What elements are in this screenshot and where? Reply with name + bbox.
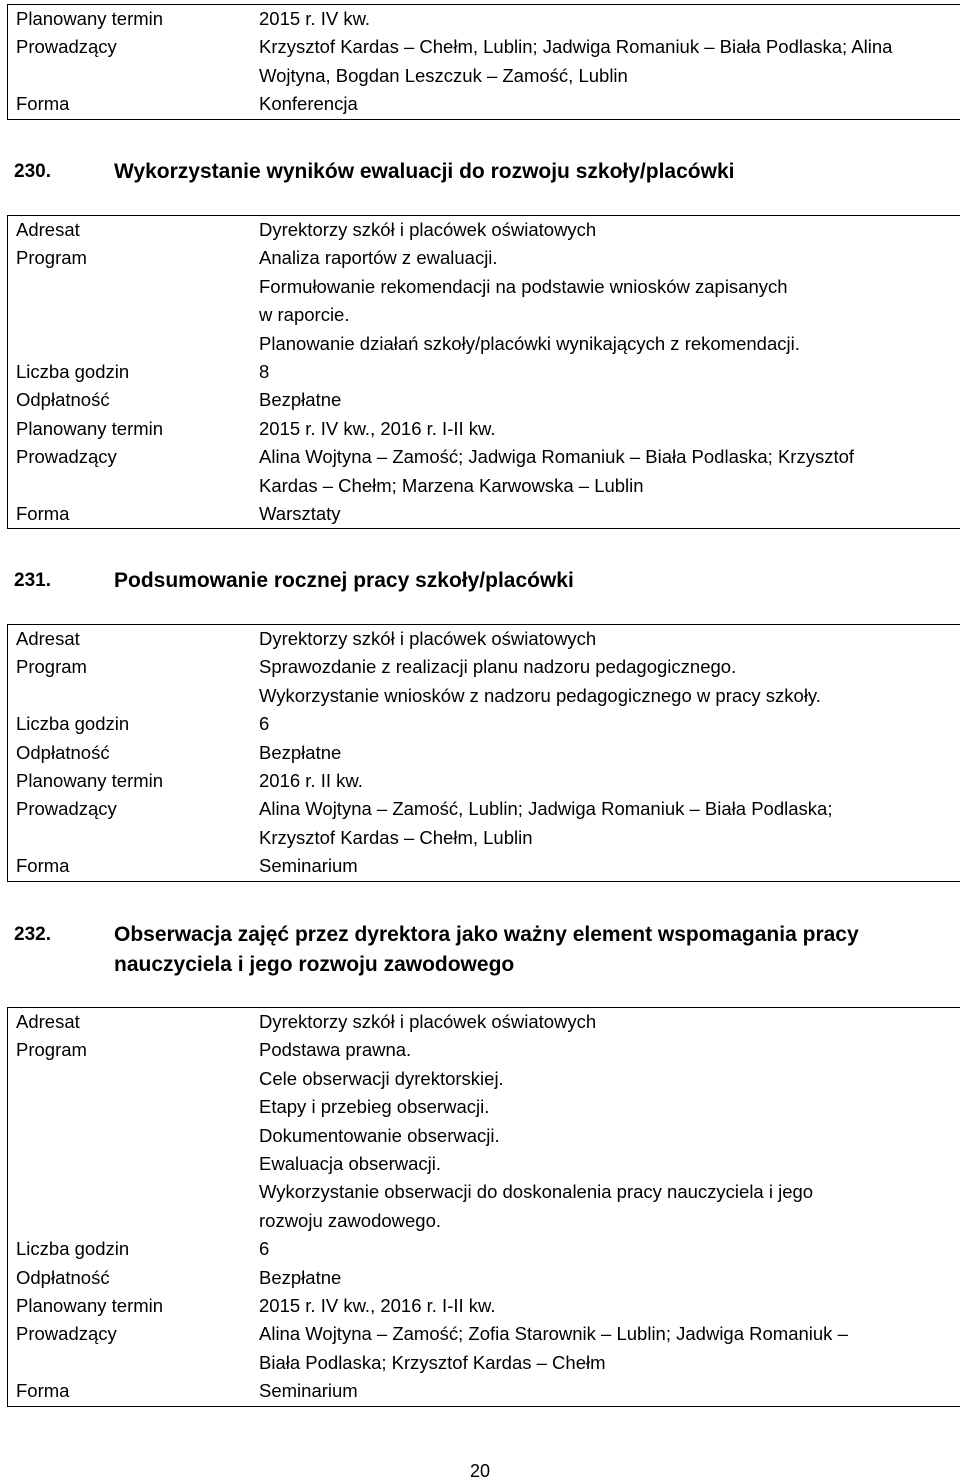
row-value [252, 1036, 960, 1235]
row-label: Liczba godzin [16, 361, 130, 383]
info-table-230 [7, 215, 960, 529]
row-label: Program [16, 656, 87, 678]
row-label: Liczba godzin [16, 1238, 130, 1260]
value-line: rozwoju zawodowego. [259, 1209, 442, 1231]
row-planowany-termin [8, 415, 960, 443]
row-adresat [8, 625, 960, 653]
row-planowany-termin [8, 1292, 960, 1320]
value-line: Sprawozdanie z realizacji planu nadzoru pedagogicznego. [259, 656, 737, 678]
row-label: Prowadzący [16, 798, 117, 820]
row-value [252, 415, 960, 443]
value-line: 2015 r. IV kw., 2016 r. I-II kw. [259, 417, 496, 439]
value-line: Bezpłatne [259, 389, 342, 411]
row-planowany-termin [8, 767, 960, 795]
row-label: Forma [16, 503, 70, 525]
section-title [114, 157, 934, 187]
row-forma [8, 500, 960, 528]
title-line: Wykorzystanie wyników ewaluacji do rozwoju szkoły/placówki [114, 160, 735, 183]
row-liczba-godzin [8, 710, 960, 738]
value-line: 8 [259, 361, 270, 383]
section-number: 232. [14, 924, 51, 945]
value-line: Dyrektorzy szkół i placówek oświatowych [259, 219, 597, 240]
value-line: Wojtyna, Bogdan Leszczuk – Zamość, Lublin [259, 64, 628, 86]
value-line: Etapy i przebieg obserwacji. [259, 1096, 490, 1118]
value-line: Formułowanie rekomendacji na podstawie wniosków zapisanych [259, 275, 788, 297]
row-label: Odpłatność [16, 741, 110, 763]
value-line: Ewaluacja obserwacji. [259, 1153, 442, 1175]
row-value [252, 386, 960, 414]
value-line: Bezpłatne [259, 741, 342, 763]
row-value [252, 710, 960, 738]
value-line: Krzysztof Kardas – Chełm, Lublin [259, 826, 533, 848]
row-label: Planowany termin [16, 417, 164, 439]
value-line: Alina Wojtyna – Zamość; Zofia Starownik – Lublin; Jadwiga Romaniuk – [259, 1323, 848, 1345]
row-value [252, 1320, 960, 1377]
info-table-continued [7, 4, 960, 120]
section-number: 230. [14, 161, 51, 182]
row-value [252, 358, 960, 386]
value-line: Wykorzystanie obserwacji do doskonalenia pracy nauczyciela i jego [259, 1181, 814, 1203]
value-line: 6 [259, 1238, 270, 1260]
row-label: Adresat [16, 628, 80, 649]
value-line: Biała Podlaska; Krzysztof Kardas – Chełm [259, 1351, 606, 1373]
section-title [114, 566, 934, 596]
section-number: 231. [14, 570, 51, 591]
value-line: 2015 r. IV kw. [259, 8, 371, 29]
row-value [252, 90, 960, 118]
value-line: Alina Wojtyna – Zamość, Lublin; Jadwiga Romaniuk – Biała Podlaska; [259, 798, 833, 820]
value-line: 2016 r. II kw. [259, 770, 363, 792]
row-label: Liczba godzin [16, 713, 130, 735]
row-program [8, 244, 960, 358]
row-odplatnosc [8, 739, 960, 767]
row-liczba-godzin [8, 1235, 960, 1263]
row-liczba-godzin [8, 358, 960, 386]
section-heading [14, 920, 934, 980]
row-prowadzacy [8, 795, 960, 852]
row-value [252, 216, 960, 244]
row-adresat [8, 216, 960, 244]
value-line: Konferencja [259, 93, 358, 115]
value-line: Seminarium [259, 855, 358, 877]
value-line: 2015 r. IV kw., 2016 r. I-II kw. [259, 1295, 496, 1317]
row-label: Odpłatność [16, 389, 110, 411]
row-value [252, 1377, 960, 1405]
row-label: Prowadzący [16, 1323, 117, 1345]
value-line: Analiza raportów z ewaluacji. [259, 247, 498, 269]
section-title [114, 920, 934, 980]
value-line: Kardas – Chełm; Marzena Karwowska – Lublin [259, 474, 644, 496]
row-program [8, 1036, 960, 1235]
title-line: Podsumowanie rocznej pracy szkoły/placówki [114, 569, 574, 592]
section-heading [14, 157, 934, 187]
row-prowadzacy [8, 33, 960, 90]
value-line: Krzysztof Kardas – Chełm, Lublin; Jadwiga Romaniuk – Biała Podlaska; Alina [259, 36, 893, 58]
value-line: Warsztaty [259, 503, 341, 525]
row-value [252, 244, 960, 358]
section-heading [14, 566, 934, 596]
title-line: nauczyciela i jego rozwoju zawodowego [114, 953, 515, 976]
value-line: Dyrektorzy szkół i placówek oświatowych [259, 1011, 597, 1032]
row-value [252, 1008, 960, 1036]
row-program [8, 653, 960, 710]
row-label: Planowany termin [16, 1295, 164, 1317]
row-forma [8, 90, 960, 118]
row-label: Planowany termin [16, 8, 164, 29]
row-label: Program [16, 1039, 87, 1061]
info-table-231 [7, 624, 960, 882]
row-forma [8, 1377, 960, 1405]
row-label: Prowadzący [16, 36, 117, 58]
row-value [252, 443, 960, 500]
value-line: Alina Wojtyna – Zamość; Jadwiga Romaniuk – Biała Podlaska; Krzysztof [259, 446, 855, 468]
row-label: Prowadzący [16, 446, 117, 468]
row-forma [8, 852, 960, 880]
value-line: Podstawa prawna. [259, 1039, 412, 1061]
value-line: Wykorzystanie wniosków z nadzoru pedagogicznego w pracy szkoły. [259, 684, 821, 706]
row-label: Odpłatność [16, 1266, 110, 1288]
value-line: Cele obserwacji dyrektorskiej. [259, 1067, 504, 1089]
value-line: Bezpłatne [259, 1266, 342, 1288]
row-value [252, 852, 960, 880]
title-line: Obserwacja zajęć przez dyrektora jako ważny element wspomagania pracy [114, 923, 859, 946]
row-value [252, 767, 960, 795]
row-value [252, 5, 960, 33]
row-prowadzacy [8, 1320, 960, 1377]
value-line: Planowanie działań szkoły/placówki wynikających z rekomendacji. [259, 332, 800, 354]
row-value [252, 1264, 960, 1292]
row-value [252, 1235, 960, 1263]
value-line: Seminarium [259, 1380, 358, 1402]
row-odplatnosc [8, 1264, 960, 1292]
row-value [252, 1292, 960, 1320]
row-odplatnosc [8, 386, 960, 414]
row-value [252, 795, 960, 852]
row-value [252, 33, 960, 90]
value-line: Dyrektorzy szkół i placówek oświatowych [259, 628, 597, 649]
value-line: w raporcie. [259, 304, 350, 326]
row-prowadzacy [8, 443, 960, 500]
row-label: Program [16, 247, 87, 269]
row-label: Planowany termin [16, 770, 164, 792]
page-number: 20 [469, 1461, 491, 1481]
row-value [252, 625, 960, 653]
row-label: Adresat [16, 219, 80, 240]
info-table-232 [7, 1007, 960, 1407]
row-value [252, 653, 960, 710]
row-adresat [8, 1008, 960, 1036]
row-label: Forma [16, 1380, 70, 1402]
value-line: Dokumentowanie obserwacji. [259, 1124, 500, 1146]
row-value [252, 739, 960, 767]
value-line: 6 [259, 713, 270, 735]
row-planowany-termin [8, 5, 960, 33]
row-label: Forma [16, 855, 70, 877]
row-value [252, 500, 960, 528]
row-label: Forma [16, 93, 70, 115]
row-label: Adresat [16, 1011, 80, 1032]
